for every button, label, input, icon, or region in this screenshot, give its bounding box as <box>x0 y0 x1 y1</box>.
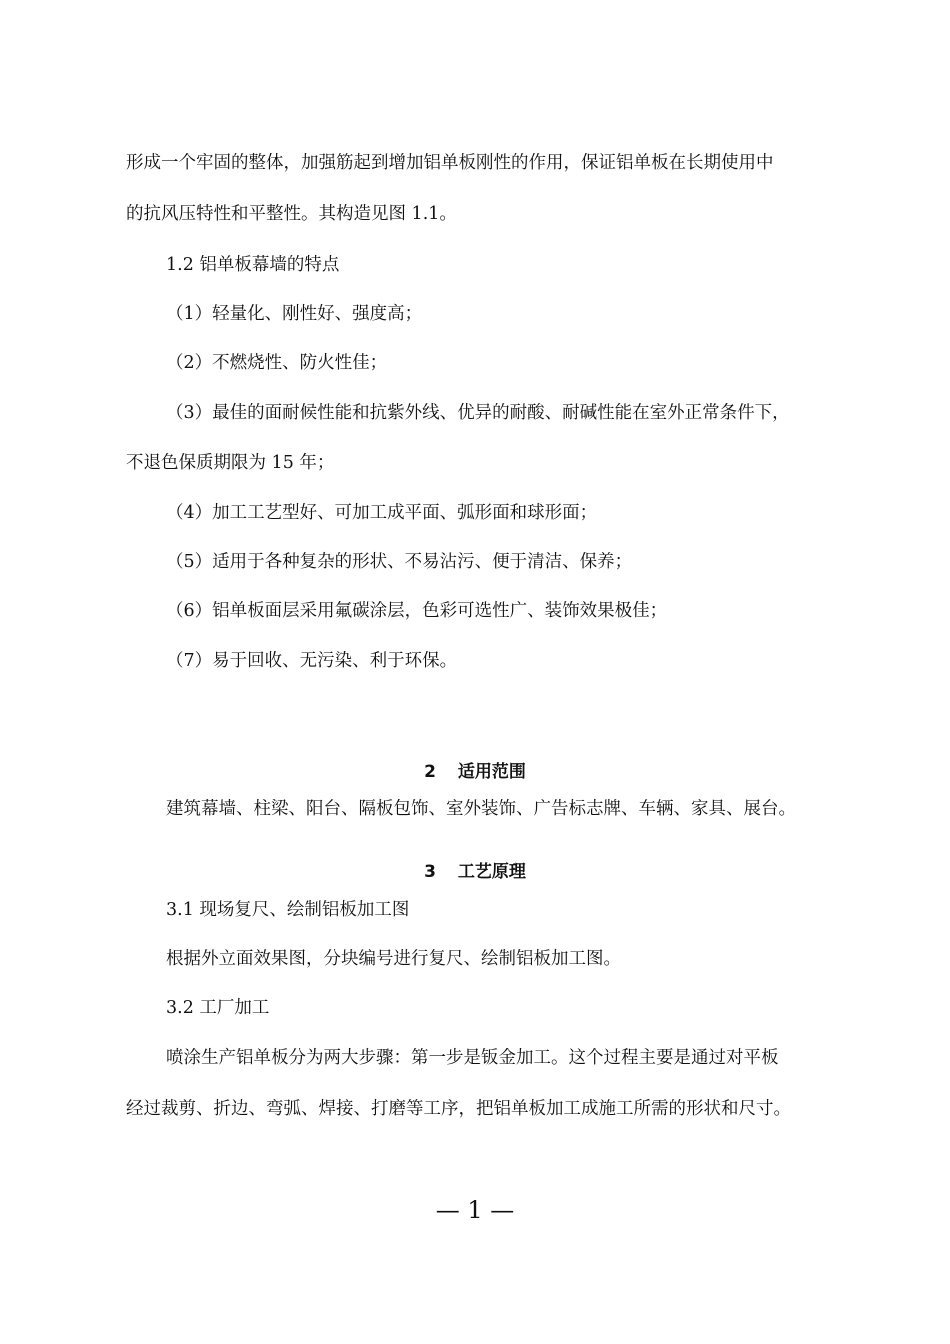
list-item: （3）最佳的面耐候性能和抗紫外线、优异的耐酸、耐碱性能在室外正常条件下， <box>166 403 790 423</box>
paragraph-line: 经过裁剪、折边、弯弧、焊接、打磨等工序，把铝单板加工成施工所需的形状和尺寸。 <box>126 1099 791 1119</box>
paragraph-line: 根据外立面效果图，分块编号进行复尺、绘制铝板加工图。 <box>166 949 621 969</box>
page-number: — 1 — <box>435 1196 515 1224</box>
subsection-title: 3.2 工厂加工 <box>166 998 270 1018</box>
section-title: 适用范围 <box>457 762 526 782</box>
list-item: （7）易于回收、无污染、利于环保。 <box>166 651 458 671</box>
paragraph-line: 的抗风压特性和平整性。其构造见图 1.1。 <box>126 204 457 224</box>
subsection-title: 3.1 现场复尺、绘制铝板加工图 <box>166 900 410 920</box>
list-item: （4）加工工艺型好、可加工成平面、弧形面和球形面； <box>166 503 598 523</box>
subsection-title: 1.2 铝单板幕墙的特点 <box>166 255 340 275</box>
section-body: 建筑幕墙、柱梁、阳台、隔板包饰、室外装饰、广告标志牌、车辆、家具、展台。 <box>166 799 796 819</box>
section-number: 3 <box>424 862 436 882</box>
list-item: （2）不燃烧性、防火性佳； <box>166 353 388 373</box>
list-item: （6）铝单板面层采用氟碳涂层，色彩可选性广、装饰效果极佳； <box>166 601 668 621</box>
paragraph-line: 形成一个牢固的整体，加强筋起到增加铝单板刚性的作用，保证铝单板在长期使用中 <box>126 153 774 173</box>
section-heading <box>0 764 950 781</box>
section-title: 工艺原理 <box>457 862 526 882</box>
paragraph-line: 喷涂生产铝单板分为两大步骤：第一步是钣金加工。这个过程主要是通过对平板 <box>166 1048 779 1068</box>
section-number: 2 <box>424 762 436 782</box>
list-item: （5）适用于各种复杂的形状、不易沾污、便于清洁、保养； <box>166 552 633 572</box>
section-heading <box>0 864 950 881</box>
list-item: （1）轻量化、刚性好、强度高； <box>166 304 423 324</box>
list-item-continuation: 不退色保质期限为 15 年； <box>126 453 335 473</box>
